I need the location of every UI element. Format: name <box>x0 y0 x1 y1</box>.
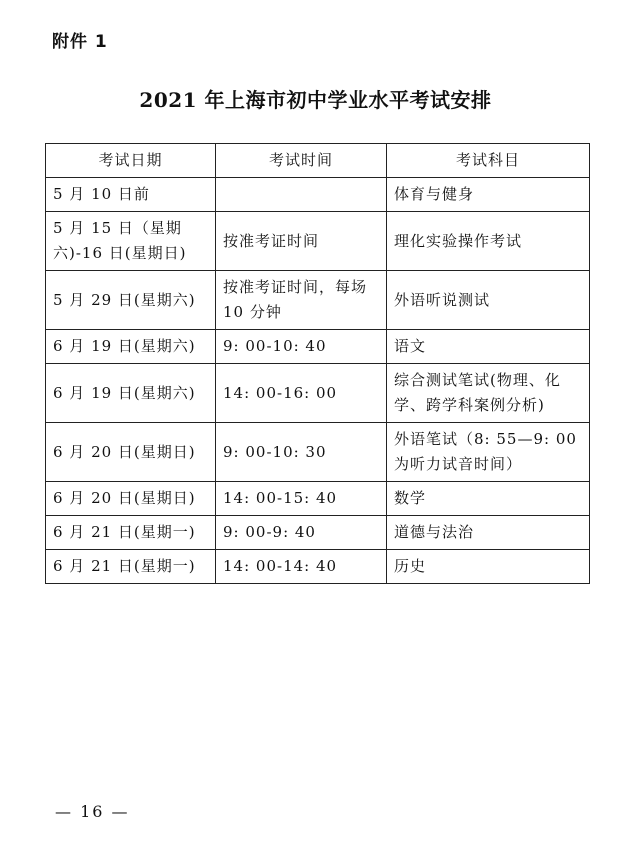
cell-time: 14: 00-15: 40 <box>216 482 387 516</box>
cell-date: 6 月 19 日(星期六) <box>46 330 216 364</box>
cell-subject: 外语笔试（8: 55—9: 00 为听力试音时间） <box>387 423 590 482</box>
cell-date: 6 月 20 日(星期日) <box>46 423 216 482</box>
cell-subject: 语文 <box>387 330 590 364</box>
cell-subject: 理化实验操作考试 <box>387 212 590 271</box>
table-row <box>46 550 590 584</box>
cell-time: 14: 00-14: 40 <box>216 550 387 584</box>
cell-time: 9: 00-10: 40 <box>216 330 387 364</box>
cell-time: 按准考证时间，每场 10 分钟 <box>216 271 387 330</box>
cell-date: 6 月 19 日(星期六) <box>46 364 216 423</box>
table-row <box>46 212 590 271</box>
cell-time: 9: 00-10: 30 <box>216 423 387 482</box>
table-row <box>46 516 590 550</box>
cell-date: 5 月 10 日前 <box>46 178 216 212</box>
page-number: — 16 — <box>55 802 130 821</box>
cell-date: 6 月 21 日(星期一) <box>46 516 216 550</box>
cell-time: 14: 00-16: 00 <box>216 364 387 423</box>
cell-subject: 历史 <box>387 550 590 584</box>
header-exam-time: 考试时间 <box>216 144 387 178</box>
table-row <box>46 423 590 482</box>
cell-date: 5 月 15 日（星期六)-16 日(星期日) <box>46 212 216 271</box>
table-row <box>46 271 590 330</box>
cell-time: 按准考证时间 <box>216 212 387 271</box>
table-row <box>46 178 590 212</box>
document-title: 2021 年上海市初中学业水平考试安排 <box>139 88 492 112</box>
table-row <box>46 330 590 364</box>
annex-label: 附件 1 <box>52 32 108 52</box>
exam-schedule-table <box>45 143 590 584</box>
cell-subject: 外语听说测试 <box>387 271 590 330</box>
cell-subject: 体育与健身 <box>387 178 590 212</box>
table-header-row <box>46 144 590 178</box>
table-row <box>46 482 590 516</box>
cell-date: 6 月 20 日(星期日) <box>46 482 216 516</box>
cell-subject: 综合测试笔试(物理、化学、跨学科案例分析) <box>387 364 590 423</box>
cell-time <box>216 178 387 212</box>
cell-subject: 数学 <box>387 482 590 516</box>
cell-date: 5 月 29 日(星期六) <box>46 271 216 330</box>
header-exam-date: 考试日期 <box>46 144 216 178</box>
table-row <box>46 364 590 423</box>
header-exam-subject: 考试科目 <box>387 144 590 178</box>
cell-time: 9: 00-9: 40 <box>216 516 387 550</box>
cell-subject: 道德与法治 <box>387 516 590 550</box>
cell-date: 6 月 21 日(星期一) <box>46 550 216 584</box>
